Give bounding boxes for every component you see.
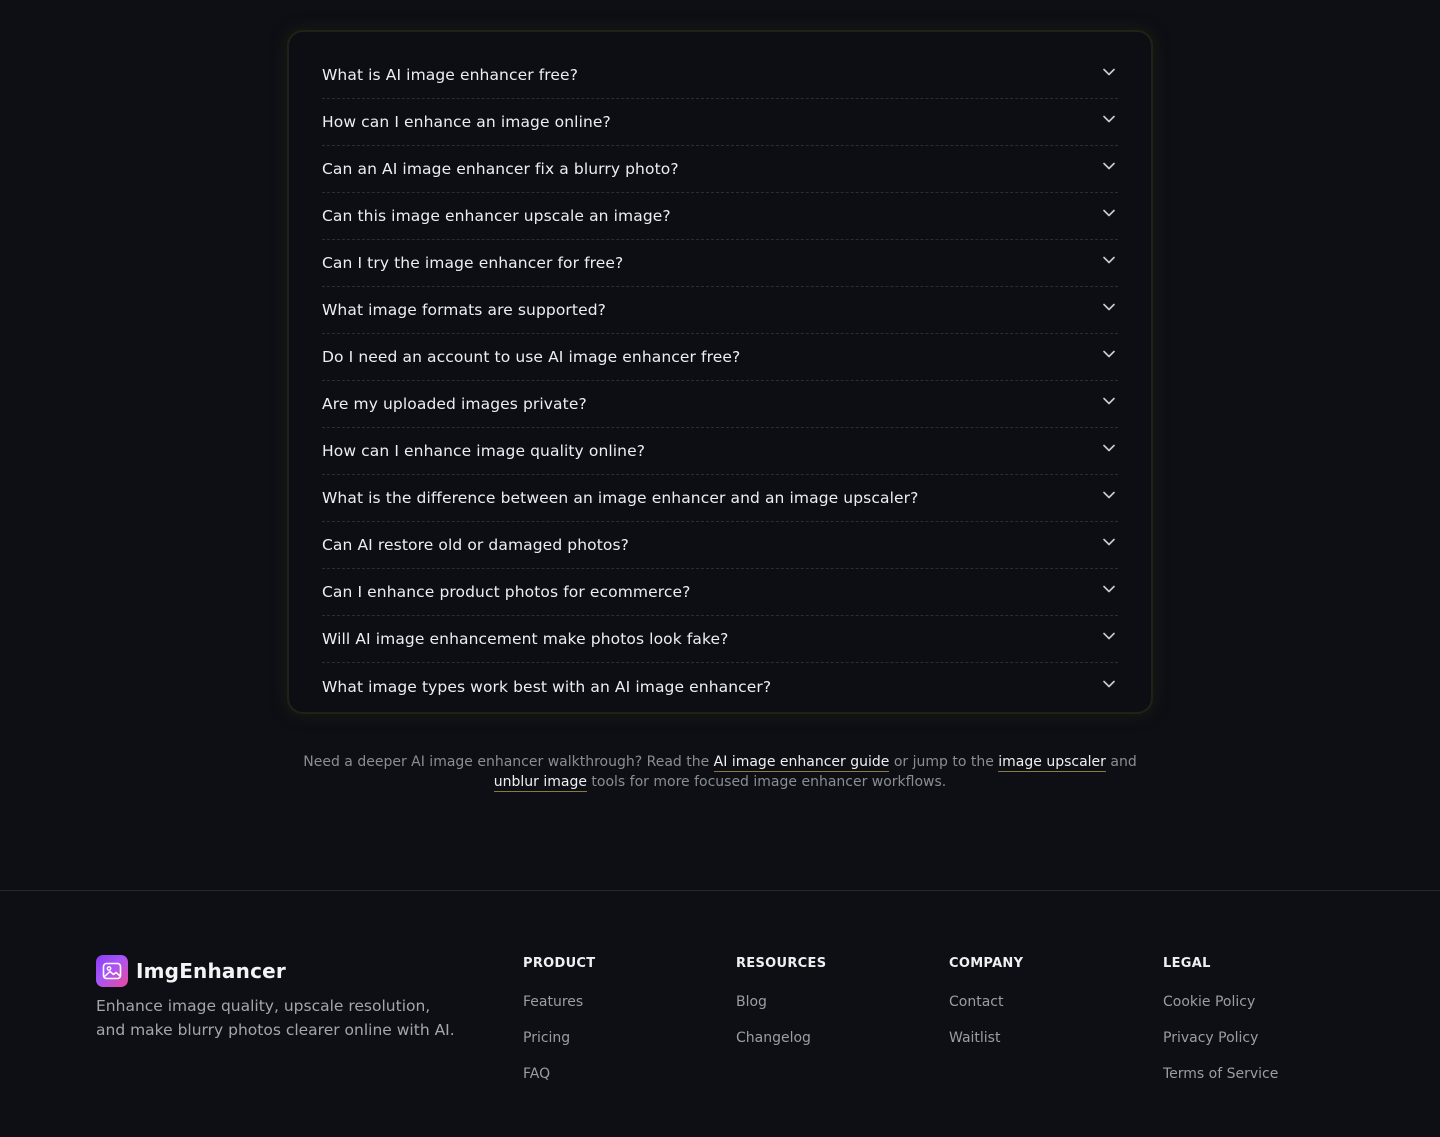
faq-question: Are my uploaded images private? <box>322 395 587 413</box>
chevron-down-icon[interactable] <box>1102 65 1116 79</box>
footer-column-legal <box>1163 956 1278 1101</box>
faq-item[interactable] <box>322 475 1118 522</box>
footer-link-features[interactable]: Features <box>523 994 584 1010</box>
faq-question: Will AI image enhancement make photos look fake? <box>322 630 729 648</box>
faq-question: How can I enhance image quality online? <box>322 442 646 460</box>
image-icon <box>96 955 128 987</box>
faq-card <box>287 30 1153 714</box>
chevron-down-icon[interactable] <box>1102 206 1116 220</box>
brand-name: ImgEnhancer <box>136 959 286 983</box>
chevron-down-icon[interactable] <box>1102 535 1116 549</box>
faq-item[interactable] <box>322 428 1118 475</box>
faq-item[interactable] <box>322 146 1118 193</box>
chevron-down-icon[interactable] <box>1102 677 1116 691</box>
footer-link-pricing[interactable]: Pricing <box>523 1030 571 1046</box>
column-title: PRODUCT <box>523 956 596 971</box>
chevron-down-icon[interactable] <box>1102 488 1116 502</box>
footer-column-resources <box>736 956 826 1065</box>
chevron-down-icon[interactable] <box>1102 253 1116 267</box>
faq-item[interactable] <box>322 193 1118 240</box>
footer-link-faq[interactable]: FAQ <box>523 1066 551 1082</box>
footer-column-product <box>523 956 595 1101</box>
faq-item[interactable] <box>322 287 1118 334</box>
chevron-down-icon[interactable] <box>1102 159 1116 173</box>
image-upscaler-link[interactable]: image upscaler <box>998 754 1106 770</box>
faq-question: What image formats are supported? <box>322 301 606 319</box>
faq-question: What is AI image enhancer free? <box>322 66 579 84</box>
faq-question: Can an AI image enhancer fix a blurry photo? <box>322 160 679 178</box>
footer-link-waitlist[interactable]: Waitlist <box>949 1030 1001 1046</box>
faq-item[interactable] <box>322 569 1118 616</box>
faq-question: How can I enhance an image online? <box>322 113 611 131</box>
faq-footnote <box>300 752 1140 792</box>
unblur-image-link[interactable]: unblur image <box>493 774 587 790</box>
chevron-down-icon[interactable] <box>1102 112 1116 126</box>
faq-item[interactable] <box>322 616 1118 663</box>
faq-item[interactable] <box>322 99 1118 146</box>
faq-question: Can AI restore old or damaged photos? <box>322 536 629 554</box>
footer-link-terms-of-service[interactable]: Terms of Service <box>1163 1066 1279 1082</box>
note-text: tools for more focused image enhancer workflows. <box>586 774 947 790</box>
chevron-down-icon[interactable] <box>1102 300 1116 314</box>
ai-image-enhancer-guide-link[interactable]: AI image enhancer guide <box>713 754 890 770</box>
chevron-down-icon[interactable] <box>1102 347 1116 361</box>
chevron-down-icon[interactable] <box>1102 441 1116 455</box>
faq-list <box>322 52 1118 710</box>
footer-link-privacy-policy[interactable]: Privacy Policy <box>1163 1030 1259 1046</box>
chevron-down-icon[interactable] <box>1102 629 1116 643</box>
note-text: Need a deeper AI image enhancer walkthrough? Read the <box>303 754 714 770</box>
footer-link-contact[interactable]: Contact <box>949 994 1004 1010</box>
chevron-down-icon[interactable] <box>1102 582 1116 596</box>
footer-divider <box>0 890 1440 891</box>
faq-question: What is the difference between an image enhancer and an image upscaler? <box>322 489 919 507</box>
faq-question: Can I try the image enhancer for free? <box>322 254 624 272</box>
column-title: RESOURCES <box>736 956 827 971</box>
faq-item[interactable] <box>322 663 1118 710</box>
faq-item[interactable] <box>322 334 1118 381</box>
footer-link-changelog[interactable]: Changelog <box>736 1030 811 1046</box>
faq-question: Can this image enhancer upscale an image? <box>322 207 671 225</box>
faq-item[interactable] <box>322 240 1118 287</box>
chevron-down-icon[interactable] <box>1102 394 1116 408</box>
footer-brand[interactable] <box>96 955 286 987</box>
faq-question: Do I need an account to use AI image enhancer free? <box>322 348 741 366</box>
brand-description: Enhance image quality, upscale resolution, and make blurry photos clearer online with AI. <box>96 997 455 1039</box>
faq-item[interactable] <box>322 52 1118 99</box>
footer-link-cookie-policy[interactable]: Cookie Policy <box>1163 994 1256 1010</box>
note-text: or jump to the <box>889 754 999 770</box>
faq-question: Can I enhance product photos for ecommerce? <box>322 583 691 601</box>
column-title: COMPANY <box>949 956 1024 971</box>
faq-item[interactable] <box>322 381 1118 428</box>
faq-item[interactable] <box>322 522 1118 569</box>
column-title: LEGAL <box>1163 956 1211 971</box>
footer-column-company <box>949 956 1023 1065</box>
faq-question: What image types work best with an AI image enhancer? <box>322 677 772 696</box>
footer-link-blog[interactable]: Blog <box>736 994 767 1010</box>
note-text: and <box>1105 754 1137 770</box>
